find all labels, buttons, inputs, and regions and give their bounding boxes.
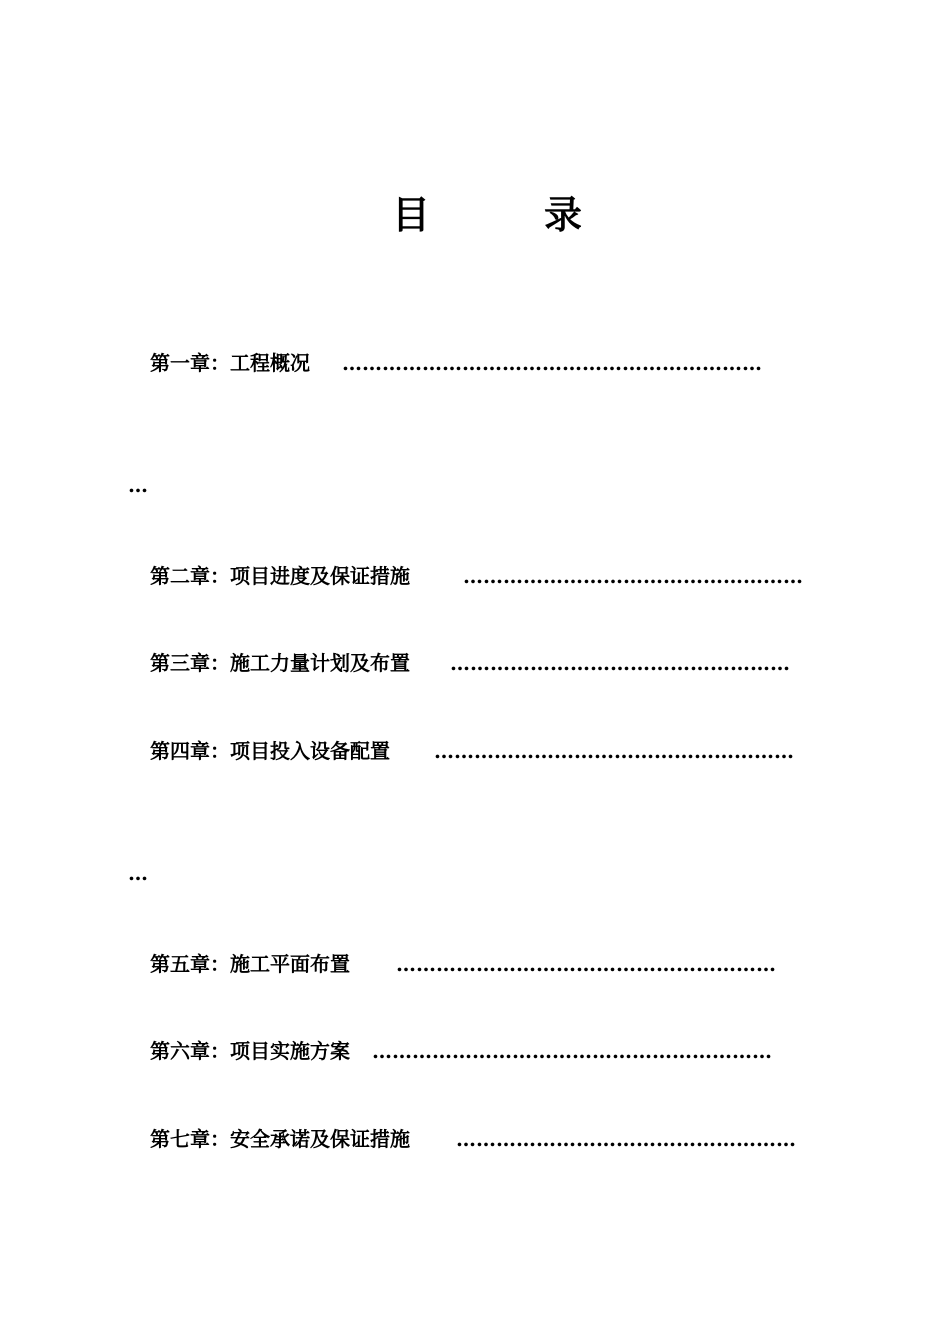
toc-entry-1-continuation: … — [128, 473, 148, 497]
toc-leader: ……………………………………………… — [434, 739, 794, 763]
toc-entry-1[interactable] — [150, 348, 850, 378]
toc-entry-label: 第三章：施工力量计划及布置 — [150, 651, 410, 675]
toc-entry-5[interactable] — [150, 949, 850, 979]
toc-entry-label: 第一章：工程概况 — [150, 351, 310, 375]
toc-entry-label: 第二章：项目进度及保证措施 — [150, 564, 410, 588]
toc-leader: …………………………………………… — [450, 651, 790, 675]
toc-entry-label: 第六章：项目实施方案 — [150, 1039, 350, 1063]
toc-entry-label: 第四章：项目投入设备配置 — [150, 739, 390, 763]
toc-entry-label: 第五章：施工平面布置 — [150, 952, 350, 976]
toc-entry-label: 第七章：安全承诺及保证措施 — [150, 1127, 410, 1151]
toc-leader: …………………………………………… — [456, 1127, 796, 1151]
toc-entry-6[interactable] — [150, 1036, 850, 1066]
toc-entry-7[interactable] — [150, 1124, 850, 1154]
toc-title — [0, 190, 950, 240]
toc-entry-4[interactable] — [150, 736, 850, 766]
toc-leader: ………………………………………………… — [396, 952, 776, 976]
toc-leader: ……………………………………………………… — [342, 351, 762, 375]
toc-entry-2[interactable] — [150, 561, 850, 591]
toc-title-char-1: 目 — [392, 192, 431, 237]
toc-title-char-2: 录 — [544, 192, 583, 237]
toc-leader: …………………………………………… — [463, 564, 803, 588]
toc-leader: …………………………………………………… — [372, 1039, 772, 1063]
toc-entry-4-continuation: … — [128, 861, 148, 885]
toc-entry-3[interactable] — [150, 648, 850, 678]
